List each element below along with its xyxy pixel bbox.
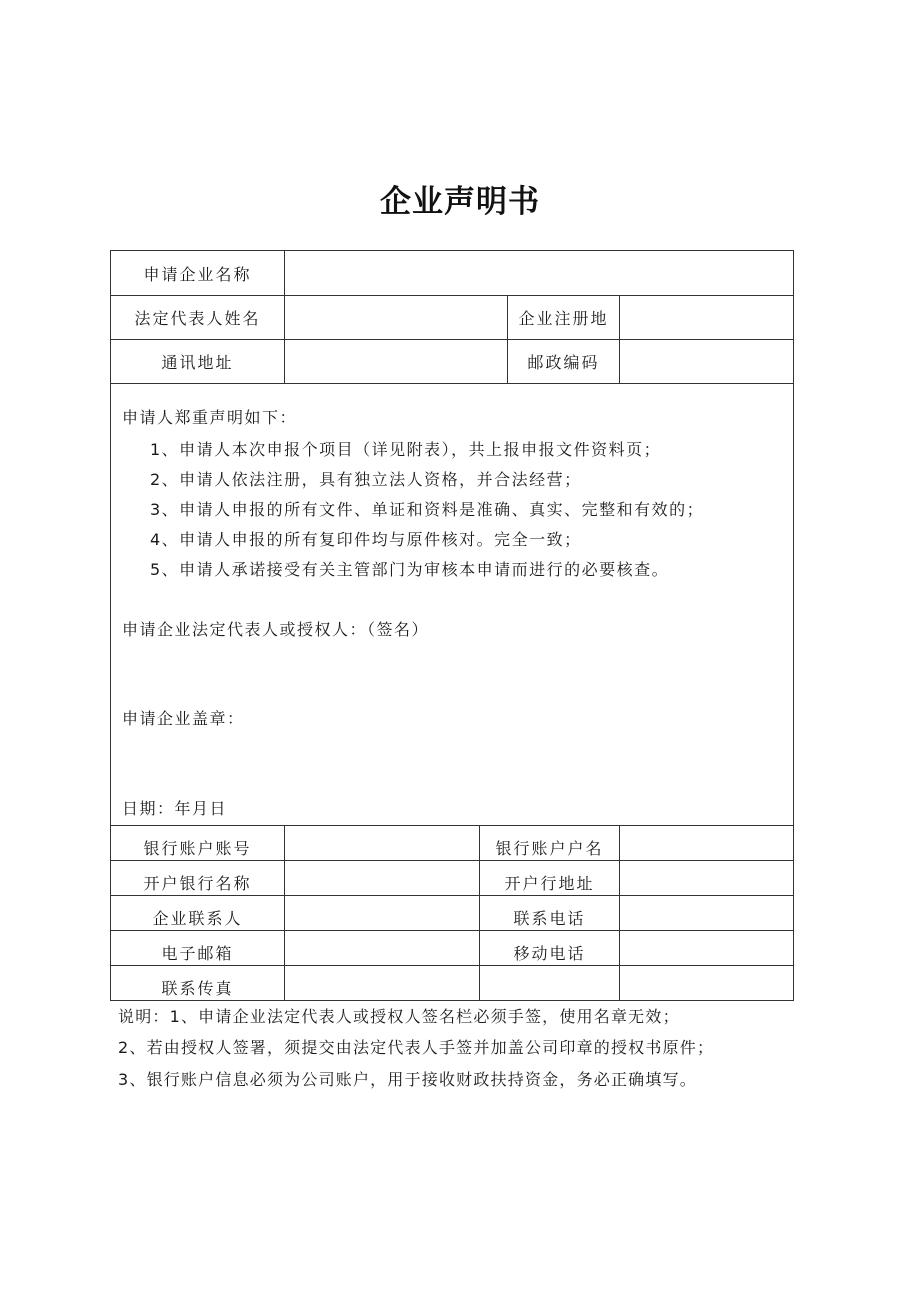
date-label: 日期：年月日 — [122, 799, 228, 818]
declaration-item: 4、申请人申报的所有复印件均与原件核对。完全一致； — [150, 530, 582, 549]
registration-place-field[interactable] — [620, 296, 793, 339]
bank-address-field[interactable] — [620, 861, 793, 895]
company-name-label: 申请企业名称 — [143, 264, 252, 284]
mailing-address-label: 通讯地址 — [161, 353, 234, 372]
declaration-item: 3、申请人申报的所有文件、单证和资料是准确、真实、完整和有效的； — [150, 500, 705, 519]
signature-field[interactable] — [122, 642, 782, 698]
legal-rep-name-field[interactable] — [285, 296, 507, 339]
phone-field[interactable] — [620, 896, 793, 930]
legal-rep-name-label: 法定代表人姓名 — [134, 309, 261, 328]
table-border-right — [793, 250, 794, 1001]
note-line: 2、若由授权人签署，须提交由法定代表人手签并加盖公司印章的授权书原件； — [118, 1038, 715, 1057]
bank-address-label: 开户行地址 — [504, 874, 595, 893]
note-line: 说明：1、申请企业法定代表人或授权人签名栏必须手签，使用名章无效； — [118, 1007, 680, 1026]
declaration-item: 5、申请人承诺接受有关主管部门为审核本申请而进行的必要核查。 — [150, 560, 670, 579]
signature-label: 申请企业法定代表人或授权人：（签名） — [122, 620, 430, 639]
contact-person-label: 企业联系人 — [152, 909, 243, 928]
declaration-item: 2、申请人依法注册，具有独立法人资格，并合法经营； — [150, 470, 582, 489]
email-field[interactable] — [285, 931, 479, 965]
email-label: 电子邮箱 — [161, 944, 234, 963]
bank-account-number-field[interactable] — [285, 826, 479, 860]
mobile-field[interactable] — [620, 931, 793, 965]
fax-field[interactable] — [285, 966, 479, 1000]
bank-name-label: 开户银行名称 — [143, 874, 252, 893]
phone-label: 联系电话 — [513, 909, 586, 928]
company-seal-field[interactable] — [122, 731, 782, 789]
registration-place-label: 企业注册地 — [518, 309, 609, 328]
bank-account-number-label: 银行账户账号 — [143, 839, 252, 858]
note-line: 3、银行账户信息必须为公司账户，用于接收财政扶持资金，务必正确填写。 — [118, 1070, 697, 1089]
declaration-item: 1、申请人本次申报个项目（详见附表），共上报申报文件资料页； — [150, 440, 662, 459]
contact-person-field[interactable] — [285, 896, 479, 930]
bank-account-name-field[interactable] — [620, 826, 793, 860]
document-title: 企业声明书 — [380, 184, 540, 220]
postcode-label: 邮政编码 — [527, 353, 600, 372]
company-name-field[interactable] — [285, 251, 793, 295]
fax-label: 联系传真 — [161, 979, 234, 998]
bank-name-field[interactable] — [285, 861, 479, 895]
company-seal-label: 申请企业盖章： — [122, 709, 245, 728]
declaration-intro: 申请人郑重声明如下： — [122, 408, 298, 427]
bank-account-name-label: 银行账户户名 — [495, 839, 604, 858]
postcode-field[interactable] — [620, 340, 793, 383]
mailing-address-field[interactable] — [285, 340, 507, 383]
mobile-label: 移动电话 — [513, 944, 586, 963]
table-divider — [110, 383, 794, 384]
